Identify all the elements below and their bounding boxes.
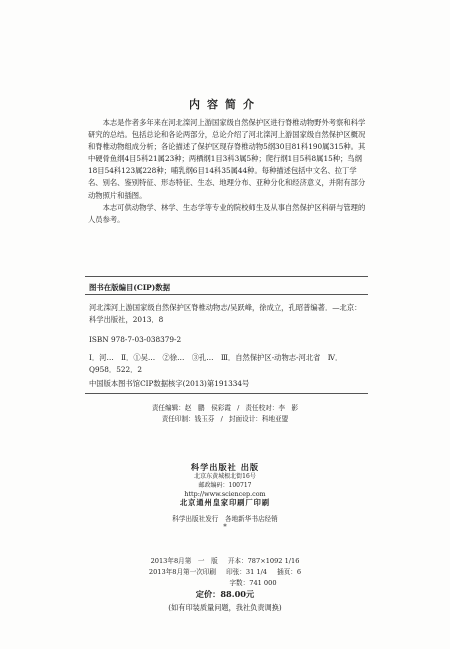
printer-name: 北京通州皇家印刷厂印刷 <box>179 498 271 507</box>
credits-row-1 <box>0 402 450 412</box>
edition-row-2 <box>0 566 450 576</box>
editor-credit: 责任编辑：赵 鹏 侯彩霞 <box>151 404 231 412</box>
intro-abstract <box>88 117 366 226</box>
distribution: 科学出版社发行 各地新华书店经销 <box>172 515 278 523</box>
intro-paragraph-2: 本志可供动物学、林学、生态学等专业的院校师生及从事自然保护区科研与管理的人员参考。 <box>88 202 366 224</box>
proofreader-credit: 责任校对：李 影 <box>245 404 299 412</box>
cip-record: 河北滦河上游国家级自然保护区脊椎动物志/吴跃峰，徐成立，孔昭普编著．—北京：科学出版社，2013．8 <box>89 303 362 325</box>
publisher-block <box>0 462 450 531</box>
publisher-url: http://www.sciencep.com <box>184 490 266 498</box>
separator-star: * <box>223 523 227 531</box>
cip-number: 中国版本图书馆CIP数据核字(2013)第191334号 <box>89 379 250 388</box>
price: 定价：88.00元 <box>195 589 255 599</box>
plates-info: 插页：6 <box>277 568 302 576</box>
sheets-info: 印张：31 1/4 <box>226 568 268 576</box>
credit-separator: / <box>220 415 223 423</box>
cover-design-credit: 封面设计：科地亚盟 <box>228 415 289 423</box>
publisher-name: 科学出版社 出版 <box>190 462 260 472</box>
credits-row-2 <box>0 413 450 423</box>
format-info: 开本：787×1092 1/16 <box>227 557 300 565</box>
credit-separator: / <box>237 404 240 412</box>
word-count: 字数：741 000 <box>229 579 277 587</box>
cip-header-divider <box>85 294 368 295</box>
cip-bottom-divider <box>85 393 368 394</box>
printing-supervisor-credit: 责任印制：钱玉芬 <box>161 415 215 423</box>
isbn: ISBN 978-7-03-038379-2 <box>89 335 182 344</box>
top-divider <box>85 276 368 277</box>
publisher-postcode: 邮政编码：100717 <box>198 481 252 489</box>
edition-row-1 <box>0 555 450 565</box>
intro-paragraph-1: 本志是作者多年来在河北滦河上游国家级自然保护区进行脊椎动物野外考察和科学研究的总结。包括总论和各论两部分，总论介绍了河北滦河上游国家级自然保护区概况和脊椎动物组成分析；各论描述了保护区现存脊椎动物5纲30目81科190属315种。其中硬骨鱼纲4目5科21属23种；两栖纲1目3科3属5种；爬行纲1目5科8属15种；鸟纲18目54科123属228种；哺乳纲6目14科35属44种。每种描述包括中文名、拉丁学名、别名、鉴别特征、形态特征、生态、地理分布、亚种分化和经济意义，并附有部分动物照片和插图。 <box>88 118 366 200</box>
edition-info: 2013年8月第 一 版 <box>150 557 218 565</box>
cip-classification: Ⅰ．河… Ⅱ．①吴… ②徐… ③孔… Ⅲ．自然保护区-动物志-河北省 Ⅳ．Q958．522．2 <box>89 353 343 375</box>
quality-note: (如有印装质量问题，我社负责调换) <box>168 603 282 612</box>
publisher-address: 北京东黄城根北街16号 <box>194 473 256 480</box>
cip-header: 图书在版编目(CIP)数据 <box>89 283 171 292</box>
intro-title: 内容简介 <box>189 98 261 111</box>
printing-info: 2013年8月第一次印刷 <box>148 568 217 576</box>
